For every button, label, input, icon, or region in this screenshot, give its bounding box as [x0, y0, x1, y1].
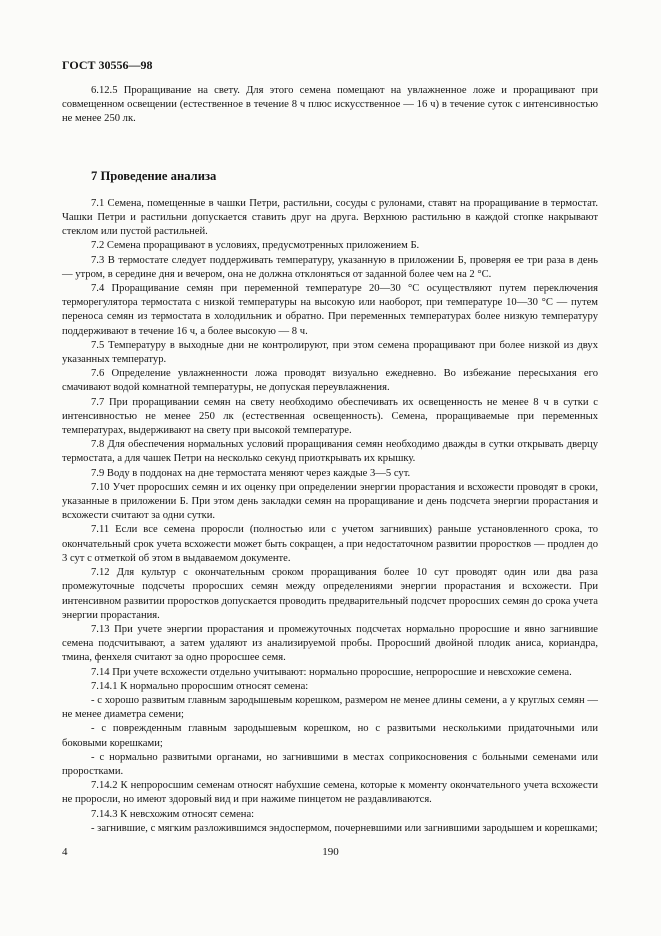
paragraph-6-12-5: 6.12.5 Проращивание на свету. Для этого семена помещают на увлажненное ложе и проращивают при совмещенном освещении (естественное в течение 8 ч плюс искусственное — 16 ч) в течение суток с интенсивностью не менее 250 лк. [62, 85, 598, 125]
paragraph: 7.2 Семена проращивают в условиях, предусмотренных приложением Б. [91, 240, 420, 252]
document-id: ГОСТ 30556—98 [62, 58, 153, 72]
paragraph: 7.13 При учете энергии прорастания и промежуточных подсчетах нормально проросшие и явно загнившие семена подсчитывают, а затем удаляют из анализируемой пробы. Проросший двойной плодик аниса, кориандра, тмина, фенхеля считают за одно проросшее семя. [62, 623, 598, 664]
list-item: - с хорошо развитым главным зародышевым корешком, размером не менее длины семени, а у круглых семян — не менее диаметра семени; [62, 694, 598, 721]
paragraph: 7.7 При проращивании семян на свету необходимо обеспечивать их освещенность не менее 8 ч в сутки с интенсивностью не менее 250 лк (естественная освещенность). Семена, проращиваемые при переменных температурах, выдерживают на свету при высокой температуре. [62, 396, 598, 437]
paragraph: 7.14 При учете всхожести отдельно учитывают: нормально проросшие, непроросшие и невсхожие семена. [91, 666, 572, 678]
list-item: - с нормально развитыми органами, но загнившими в местах соприкосновения с больными семенами или проростками. [62, 751, 598, 777]
paragraph: 7.3 В термостате следует поддерживать температуру, указанную в приложении Б, проверяя ее три раза в день — утром, в середине дня и вечером, она не должна отклоняться от заданной более чем на 2 °С. [62, 254, 598, 280]
paragraph: 7.11 Если все семена проросли (полностью или с учетом загнивших) раньше установленного срока, то окончательный срок учета всхожести может быть сокращен, а при недостаточном развитии проростков — продлен до 3 сут с отметкой об этом в выдаваемом документе. [62, 524, 598, 564]
section-heading: 7 Проведение анализа [91, 168, 217, 183]
paragraph: 7.1 Семена, помещенные в чашки Петри, растильни, сосуды с рулонами, ставят на проращивание в термостат. Чашки Петри и растильни допускается ставить друг на друга. Верхнюю растильню в каждой стопке накрывают стеклом или пустой растильней. [62, 197, 598, 238]
paragraph: 7.14.1 К нормально проросшим относят семена: [91, 680, 309, 692]
paragraph: 7.14.2 К непроросшим семенам относят набухшие семена, которые к моменту окончательного учета всхожести не проросли, но имеют здоровый вид и при нажиме пинцетом не раздавливаются. [62, 780, 598, 806]
paragraph: 7.6 Определение увлажненности ложа проводят визуально ежедневно. Во избежание пересыхания его смачивают водой комнатной температуры, не допуская переувлажнения. [62, 368, 598, 394]
paragraph: 7.10 Учет проросших семян и их оценку при определении энергии прорастания и всхожести проводят в сроки, указанные в приложении Б. При этом день закладки семян на проращивание и день подсчета энергии прорастания и всхожести считают за одни сутки. [62, 481, 598, 522]
page-number-center: 190 [322, 846, 339, 858]
paragraph: 7.5 Температуру в выходные дни не контролируют, при этом семена проращивают при более низкой из двух указанных температур. [62, 339, 598, 366]
list-item: - с поврежденным главным зародышевым корешком, но с развитыми несколькими придаточными или боковыми корешками; [62, 723, 598, 749]
paragraph: 7.14.3 К невсхожим относят семена: [91, 808, 255, 820]
paragraph: 7.9 Воду в поддонах на дне термостата меняют через каждые 3—5 сут. [91, 467, 411, 479]
page-number-left: 4 [62, 846, 68, 858]
document-body [62, 84, 598, 836]
paragraph: 7.4 Проращивание семян при переменной температуре 20—30 °С осуществляют путем переключения терморегулятора термостата с низкой температуры на высокую или наоборот, при температуре 10—30 °С — путем переноса семян из термостата в холодильник и обратно. При переменных температурах более низкую температуру поддерживают в течение 16 ч, а более высокую — 8 ч. [62, 283, 598, 337]
paragraph: 7.12 Для культур с окончательным сроком проращивания более 10 сут проводят один или два раза промежуточные подсчеты проросших семян между определениями энергии прорастания и всхожести. При интенсивном развитии проростков допускается проводить предварительный подсчет проросших семян до срока учета энергии прорастания. [62, 567, 598, 621]
paragraph: 7.8 Для обеспечения нормальных условий проращивания семян необходимо дважды в сутки открывать дверцу термостата, а для чашек Петри на несколько секунд приоткрывать их крышку. [62, 439, 598, 465]
list-item: - загнившие, с мягким разложившимся эндоспермом, почерневшими или загнившими зародышем и корешками; [91, 822, 598, 834]
